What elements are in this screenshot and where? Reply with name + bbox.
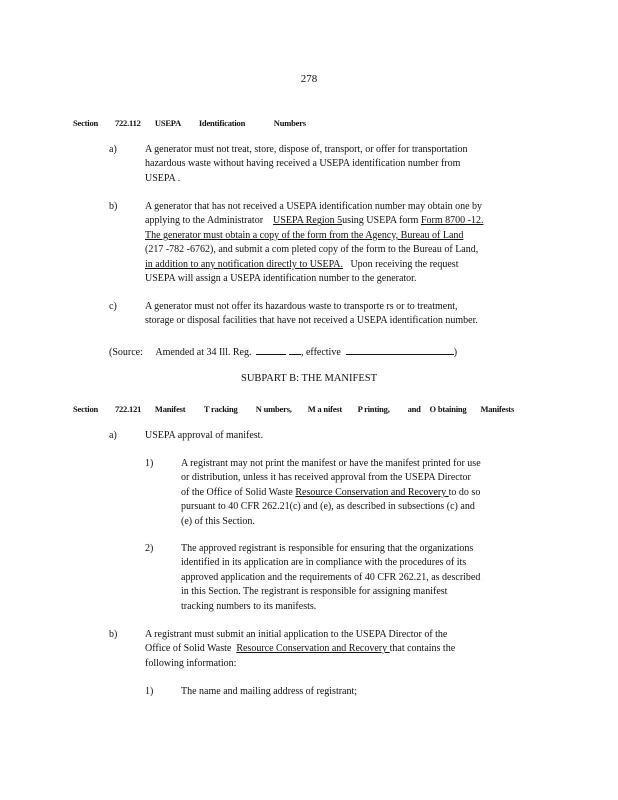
text-segment: Office of Solid Waste: [145, 643, 232, 655]
text-line: A generator must not treat, store, dispose of, transport, or offer for transportation: [145, 144, 468, 155]
text-line: following information:: [145, 657, 237, 669]
text-line: The approved registrant is responsible for ensuring that the organizations: [181, 543, 474, 554]
section-heading: [73, 402, 514, 416]
section-title-word: M a nifest: [307, 404, 343, 414]
text-segment: applying to the Administrator: [145, 215, 264, 227]
section-title-word: T racking: [203, 404, 238, 414]
section-title-word: Identification: [198, 118, 246, 128]
blank-line: [256, 343, 286, 355]
section-label: Section: [73, 118, 99, 128]
paragraph-a1: [181, 457, 551, 529]
text-line: A generator must not offer its hazardous waste to transporte rs or to treatment,: [145, 301, 458, 312]
source-prefix: (Source:: [109, 347, 143, 358]
section-number: 722.112: [114, 118, 141, 128]
paragraph-a2: [181, 542, 551, 614]
text-line: hazardous waste without having received a USEPA identification number from: [145, 158, 461, 170]
blank-line: [289, 343, 301, 355]
text-line: in this Section. The registrant is responsible for assigning manifest: [181, 586, 448, 598]
text-line: tracking numbers to its manifests.: [181, 600, 317, 612]
paragraph-b: [145, 200, 555, 286]
section-title-word: Manifests: [480, 404, 515, 414]
paragraph-a: [145, 143, 555, 186]
source-text: Amended at 34 Ill. Reg.: [155, 347, 252, 358]
text-line: USEPA approval of manifest.: [145, 430, 263, 441]
text-segment: to do so: [448, 486, 481, 498]
section-title-word: USEPA: [154, 118, 182, 128]
section-title-word: P rinting,: [357, 404, 390, 414]
source-end: ): [453, 347, 458, 358]
inserted-text: Resource Conservation and Recovery: [295, 486, 449, 498]
paragraph-c: [145, 300, 555, 329]
text-line: (217 -782 -6762), and submit a com pleted copy of the form to the Bureau of Land,: [145, 244, 479, 256]
inserted-text: USEPA Region 5: [273, 215, 343, 227]
section-title-word: N umbers,: [255, 404, 292, 414]
section-title-word: O btaining: [429, 404, 467, 414]
text-line: identified in its application are in compliance with the procedures of its: [181, 557, 467, 569]
text-line: USEPA will assign a USEPA identification number to the generator.: [145, 273, 417, 285]
inserted-text: Resource Conservation and Recovery: [236, 643, 390, 655]
text-line: The name and mailing address of registrant;: [181, 686, 358, 697]
inserted-text: Form 8700 -12.: [420, 215, 484, 227]
item-marker: 1): [145, 458, 154, 469]
subpart-title: SUBPART B: THE MANIFEST: [240, 373, 377, 384]
text-line: [145, 642, 555, 656]
inserted-text: in addition to any notification directly to USEPA.: [145, 258, 343, 270]
item-marker: 1): [145, 686, 154, 697]
text-line: approved application and the requirements of 40 CFR 262.21, as described: [181, 571, 481, 583]
text-line: USEPA .: [145, 172, 181, 184]
section-label: Section: [73, 404, 99, 414]
item-marker: c): [109, 301, 117, 312]
source-mid: , effective: [300, 347, 341, 358]
text-line: pursuant to 40 CFR 262.21(c) and (e), as described in subsections (c) and: [181, 501, 475, 513]
text-segment: using USEPA form: [342, 215, 421, 227]
text-line: [145, 214, 555, 228]
source-note: [109, 343, 457, 360]
text-line: A generator that has not received a USEPA identification number may obtain one by: [145, 201, 483, 212]
section-title-word: Numbers: [273, 118, 306, 128]
text-segment: Upon receiving the request: [350, 258, 459, 270]
item-marker: b): [109, 201, 118, 212]
text-line: [181, 486, 551, 500]
text-segment: that contains the: [389, 643, 456, 655]
text-line: (e) of this Section.: [181, 515, 255, 527]
text-line: [145, 258, 555, 272]
section-number: 722.121: [114, 404, 142, 414]
section-title-word: Manifest: [154, 404, 186, 414]
inserted-text: The generator must obtain a copy of the form from the Agency, Bureau of Land: [145, 229, 464, 241]
text-line: A registrant must submit an initial application to the USEPA Director of the: [145, 629, 448, 640]
item-marker: b): [109, 629, 118, 640]
item-marker: a): [109, 430, 117, 441]
text-line: storage or disposal facilities that have not received a USEPA identification number.: [145, 315, 478, 327]
text-line: or distribution, unless it has received approval from the USEPA Director: [181, 472, 471, 484]
text-line: A registrant may not print the manifest or have the manifest printed for use: [181, 458, 481, 469]
text-segment: of the Office of Solid Waste: [181, 486, 293, 498]
item-marker: a): [109, 144, 117, 155]
item-marker: 2): [145, 543, 154, 554]
page-number: 278: [300, 73, 318, 85]
paragraph-b2: [145, 628, 555, 671]
blank-line: [346, 343, 454, 355]
section-heading: [73, 116, 306, 130]
section-title-word: and: [407, 404, 421, 414]
